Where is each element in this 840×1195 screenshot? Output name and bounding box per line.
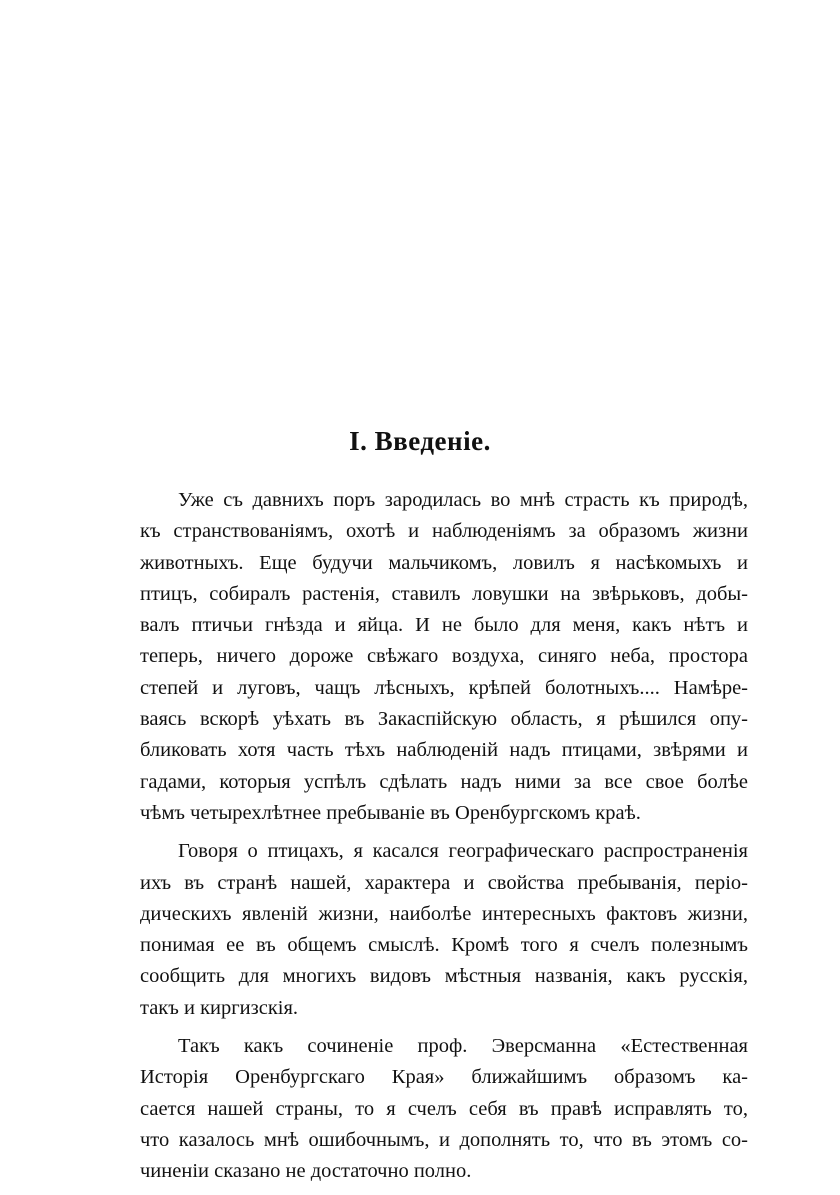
text-line: Говоря о птицахъ, я касался географическаго распространенiя <box>178 840 748 863</box>
text-line: ваясь вскорѣ уѣхать въ Закаспiйскую область, я рѣшился опу- <box>140 708 748 731</box>
text-line: чиненiи сказано не достаточно полно. <box>140 1160 472 1183</box>
body-text <box>140 485 748 1195</box>
text-line: сается нашей страны, то я счелъ себя въ правѣ исправлять то, <box>140 1097 748 1120</box>
paragraph-2 <box>140 836 748 1024</box>
text-line: бликовать хотя часть тѣхъ наблюденiй надъ птицами, звѣрями и <box>140 739 748 762</box>
text-line: понимая ее въ общемъ смыслѣ. Кромѣ того я счелъ полезнымъ <box>140 934 748 957</box>
text-line: гадами, которыя успѣлъ сдѣлать надъ ними за все свое болѣе <box>140 770 748 793</box>
text-line: валъ птичьи гнѣзда и яйца. И не было для меня, какъ нѣтъ и <box>140 614 748 637</box>
text-line: сообщить для многихъ видовъ мѣстныя названiя, какъ русскiя, <box>140 965 748 988</box>
text-line: теперь, ничего дороже свѣжаго воздуха, синяго неба, простора <box>140 645 748 668</box>
text-line: что казалось мнѣ ошибочнымъ, и дополнять то, что въ этомъ со- <box>140 1128 748 1151</box>
text-line: животныхъ. Еще будучи мальчикомъ, ловилъ я насѣкомыхъ и <box>140 551 748 574</box>
section-heading: I. Введенiе. <box>349 426 491 456</box>
text-line: Исторiя Оренбургскаго Края» ближайшимъ образомъ ка- <box>140 1066 748 1089</box>
text-line: Уже съ давнихъ поръ зародилась во мнѣ страсть къ природѣ, <box>178 489 748 511</box>
text-line: къ странствованiямъ, охотѣ и наблюденiямъ за образомъ жизни <box>140 520 748 543</box>
text-line: Такъ какъ сочиненiе проф. Эверсманна «Естественная <box>178 1035 748 1058</box>
paragraph-1 <box>140 485 748 829</box>
text-line: степей и луговъ, чащъ лѣсныхъ, крѣпей болотныхъ.... Намѣре- <box>140 676 748 699</box>
text-line: ихъ въ странѣ нашей, характера и свойства пребыванiя, перiо- <box>140 871 748 894</box>
text-line: дическихъ явленiй жизни, наиболѣе интересныхъ фактовъ жизни, <box>140 902 748 925</box>
paragraph-3 <box>140 1031 748 1187</box>
text-line: такъ и киргизскiя. <box>140 996 299 1019</box>
text-line: чѣмъ четырехлѣтнее пребыванiе въ Оренбургскомъ краѣ. <box>140 801 641 824</box>
text-line: птицъ, собиралъ растенiя, ставилъ ловушки на звѣрьковъ, добы- <box>140 582 748 605</box>
